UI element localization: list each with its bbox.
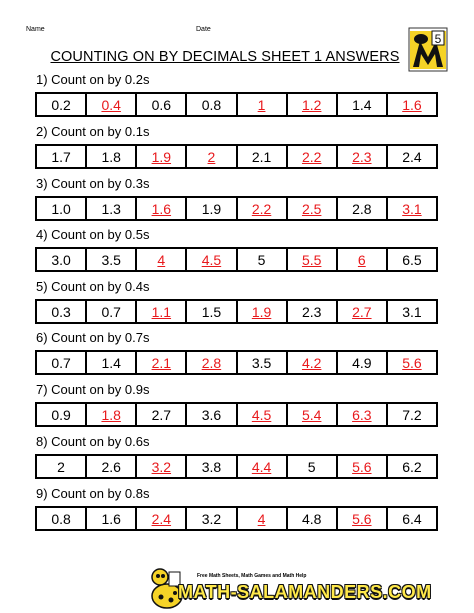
answer-cell: 2 [186,146,236,167]
problem [0,484,474,544]
answer-cell: 3.2 [136,456,186,477]
problem [0,122,474,182]
answer-cell: 2.5 [287,198,337,219]
problem-prompt: 9) Count on by 0.8s [36,486,150,501]
problem [0,328,474,388]
answer-cell: 0.4 [86,94,136,115]
sequence-cell: 2.1 [237,146,287,167]
answer-cell: 6.3 [337,404,387,425]
sequence-cell: 0.7 [86,301,136,322]
problem-prompt: 5) Count on by 0.4s [36,279,150,294]
footer-site-url[interactable]: MATH-SALAMANDERS.COM [178,582,432,602]
answer-row [35,196,438,221]
problem-prompt: 1) Count on by 0.2s [36,72,150,87]
answer-cell: 1.6 [136,198,186,219]
problem-prompt: 8) Count on by 0.6s [36,434,150,449]
sequence-cell: 4.8 [287,508,337,529]
answer-cell: 5.6 [337,456,387,477]
sequence-cell: 2.8 [337,198,387,219]
answer-row [35,402,438,427]
worksheet-title: COUNTING ON BY DECIMALS SHEET 1 ANSWERS [50,49,400,65]
answer-row [35,247,438,272]
answer-cell: 2.7 [337,301,387,322]
answer-cell: 2.1 [136,352,186,373]
sequence-cell: 6.5 [387,249,437,270]
sequence-cell: 0.3 [36,301,86,322]
answer-cell: 1.1 [136,301,186,322]
sequence-cell: 3.5 [86,249,136,270]
answer-cell: 1.9 [136,146,186,167]
answer-cell: 4.5 [186,249,236,270]
sequence-cell: 3.5 [237,352,287,373]
sequence-cell: 0.7 [36,352,86,373]
sequence-cell: 1.9 [186,198,236,219]
problem-prompt: 6) Count on by 0.7s [36,330,150,345]
sequence-cell: 1.4 [337,94,387,115]
answer-cell: 2.2 [237,198,287,219]
sequence-cell: 2.6 [86,456,136,477]
sequence-cell: 0.2 [36,94,86,115]
problem [0,432,474,492]
answer-row [35,299,438,324]
sequence-cell: 2.7 [136,404,186,425]
sequence-cell: 3.6 [186,404,236,425]
sequence-cell: 0.6 [136,94,186,115]
problem-prompt: 2) Count on by 0.1s [36,124,150,139]
answer-cell: 2.8 [186,352,236,373]
logo-grade: 5 [434,32,442,46]
answer-cell: 4.2 [287,352,337,373]
sequence-cell: 0.8 [36,508,86,529]
answer-cell: 4 [136,249,186,270]
answer-cell: 2.3 [337,146,387,167]
sequence-cell: 4.9 [337,352,387,373]
answer-cell: 2.2 [287,146,337,167]
sequence-cell: 1.5 [186,301,236,322]
sequence-cell: 1.4 [86,352,136,373]
date-label: Date [196,26,211,33]
sequence-cell: 1.8 [86,146,136,167]
answer-cell: 4.4 [237,456,287,477]
answer-cell: 1.6 [387,94,437,115]
name-label: Name [26,26,45,33]
footer-tagline: Free Math Sheets, Math Games and Math Help [197,573,307,579]
problem [0,70,474,130]
answer-cell: 1.8 [86,404,136,425]
sequence-cell: 2 [36,456,86,477]
problem-prompt: 7) Count on by 0.9s [36,382,150,397]
problem-prompt: 4) Count on by 0.5s [36,227,150,242]
sequence-cell: 7.2 [387,404,437,425]
sequence-cell: 6.2 [387,456,437,477]
sequence-cell: 6.4 [387,508,437,529]
sequence-cell: 3.0 [36,249,86,270]
answer-cell: 3.1 [387,198,437,219]
sequence-cell: 3.8 [186,456,236,477]
answer-cell: 4.5 [237,404,287,425]
problem [0,380,474,440]
sequence-cell: 3.1 [387,301,437,322]
answer-row [35,350,438,375]
sequence-cell: 1.7 [36,146,86,167]
answer-cell: 5.5 [287,249,337,270]
sequence-cell: 1.6 [86,508,136,529]
problem [0,225,474,285]
sequence-cell: 1.3 [86,198,136,219]
problem-prompt: 3) Count on by 0.3s [36,176,150,191]
answer-cell: 5.4 [287,404,337,425]
sequence-cell: 5 [237,249,287,270]
answer-row [35,92,438,117]
sequence-cell: 5 [287,456,337,477]
salamander-logo [408,27,448,72]
sequence-cell: 3.2 [186,508,236,529]
answer-cell: 2.4 [136,508,186,529]
answer-cell: 1.9 [237,301,287,322]
answer-cell: 1 [237,94,287,115]
sequence-cell: 1.0 [36,198,86,219]
answer-cell: 5.6 [387,352,437,373]
sequence-cell: 2.3 [287,301,337,322]
answer-row [35,506,438,531]
sequence-cell: 0.8 [186,94,236,115]
answer-row [35,454,438,479]
sequence-cell: 2.4 [387,146,437,167]
answer-row [35,144,438,169]
answer-cell: 1.2 [287,94,337,115]
answer-cell: 4 [237,508,287,529]
answer-cell: 5.6 [337,508,387,529]
sequence-cell: 0.9 [36,404,86,425]
answer-cell: 6 [337,249,387,270]
